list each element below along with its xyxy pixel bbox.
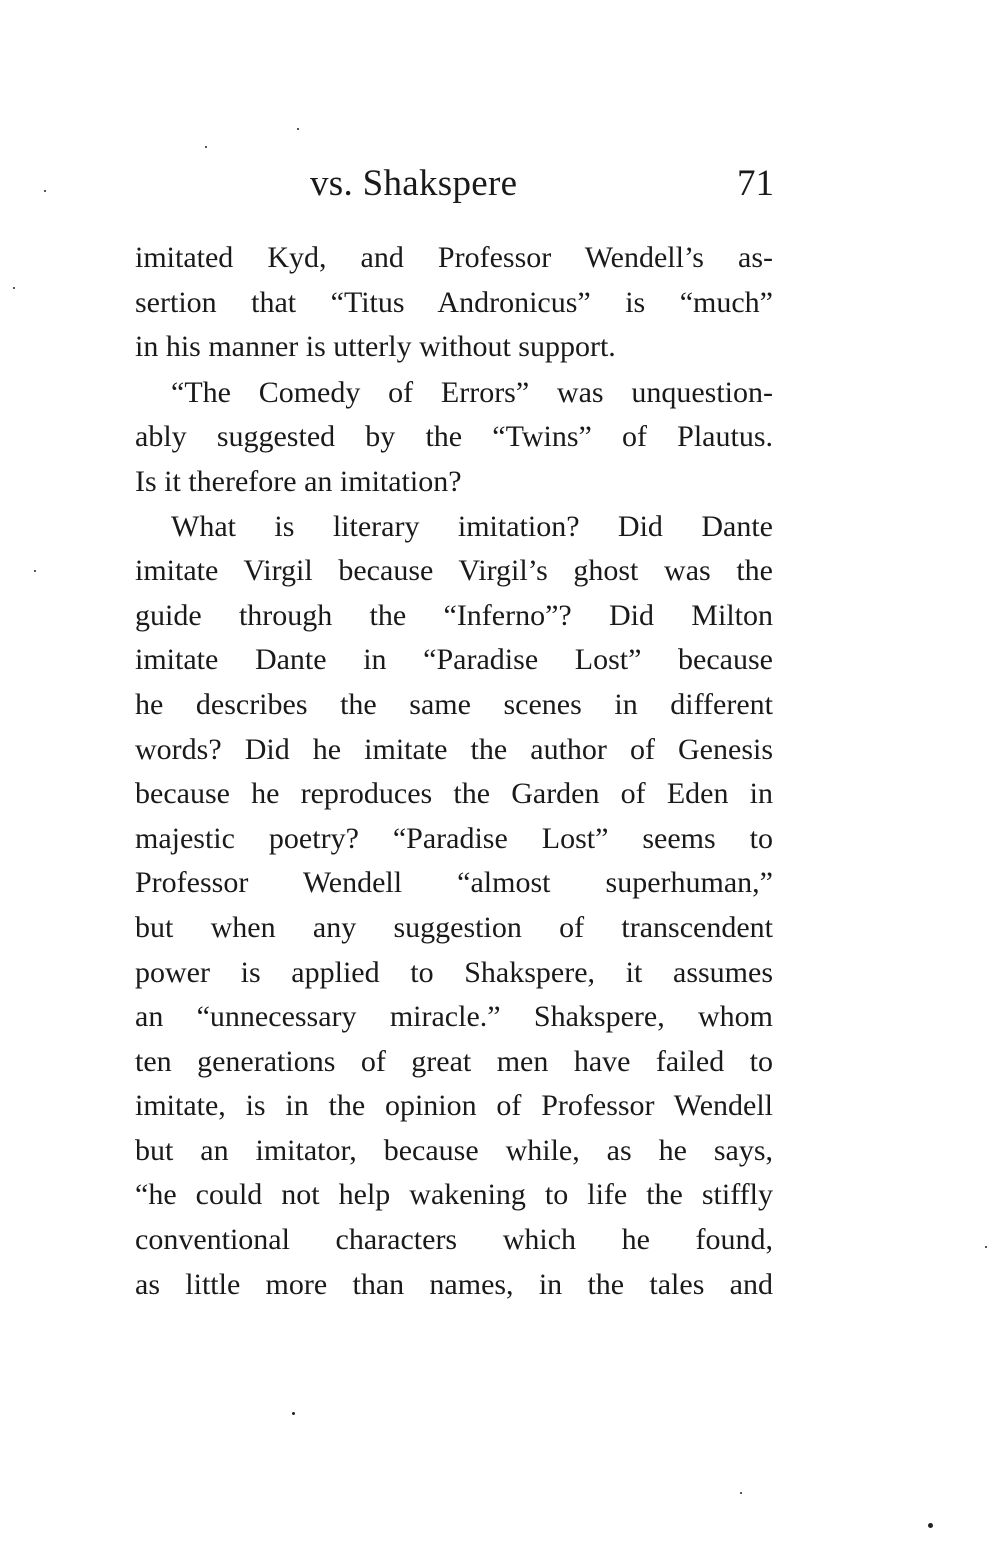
scan-speck [928,1523,933,1528]
text-line: imitate Virgil because Virgil’s ghost was the [135,554,773,588]
text-line: conventional characters which he found, [135,1223,773,1257]
text-line: in his manner is utterly without support. [135,330,616,364]
body-text [135,236,773,1307]
text-line: guide through the “Inferno”? Did Milton [135,598,773,632]
scan-speck [740,1492,742,1494]
scan-speck [13,287,15,289]
running-head: vs. Shakspere [310,163,518,204]
text-line: he describes the same scenes in different [135,687,773,721]
text-line: words? Did he imitate the author of Genesis [135,732,773,766]
text-line: imitate, is in the opinion of Professor Wendell [135,1089,773,1123]
text-line: “he could not help wakening to life the stiffly [135,1178,773,1212]
scan-speck [292,1412,295,1415]
text-line: because he reproduces the Garden of Eden in [135,777,773,811]
text-line: “The Comedy of Errors” was unquestion- [171,375,773,409]
text-line: but when any suggestion of transcendent [135,910,773,944]
text-line: imitate Dante in “Paradise Lost” because [135,643,773,677]
page-number: 71 [737,163,774,204]
text-line: but an imitator, because while, as he says, [135,1133,773,1167]
text-line: Is it therefore an imitation? [135,464,462,498]
scan-speck [985,1246,987,1248]
scan-speck [205,146,207,148]
text-line: majestic poetry? “Paradise Lost” seems to [135,821,773,855]
text-line: sertion that “Titus Andronicus” is “much” [135,285,773,319]
scan-speck [297,128,299,130]
text-line: as little more than names, in the tales and [135,1267,773,1301]
text-line: power is applied to Shakspere, it assumes [135,955,773,989]
text-line: ably suggested by the “Twins” of Plautus. [135,420,773,454]
text-line: What is literary imitation? Did Dante [171,509,773,543]
text-line: an “unnecessary miracle.” Shakspere, whom [135,1000,773,1034]
text-line: imitated Kyd, and Professor Wendell’s as- [135,241,773,274]
text-line: ten generations of great men have failed to [135,1044,773,1078]
scan-speck [34,570,36,572]
text-line: Professor Wendell “almost superhuman,” [135,866,773,900]
scan-speck [44,190,46,192]
